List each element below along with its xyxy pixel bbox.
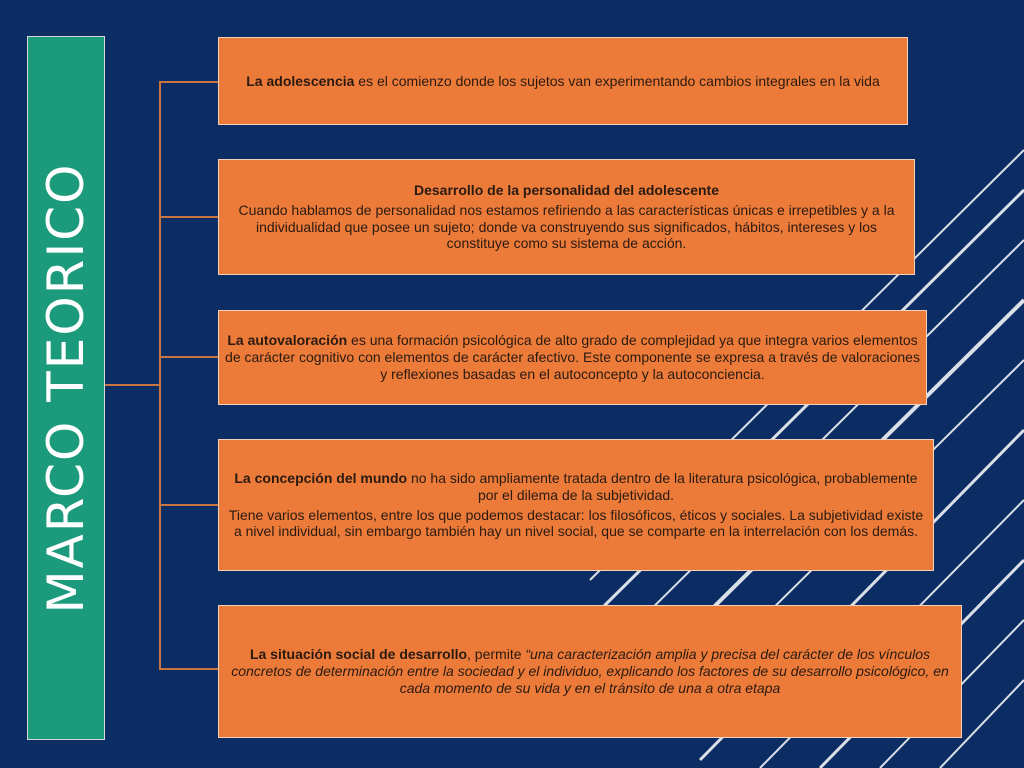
box-heading — [414, 182, 719, 199]
box-keyword: La concepción del mundo — [234, 469, 408, 486]
connector-branch-1 — [159, 81, 219, 83]
concept-box-autovaloracion — [218, 310, 927, 405]
box-keyword: Desarrollo de la personalidad del adolescente — [414, 181, 719, 198]
connector-branch-5 — [159, 668, 219, 670]
box-text — [225, 332, 920, 382]
box-quote: “una caracterización amplia y precisa del carácter de los vínculos concretos de determinación entre la sociedad y el individuo, explicando los factores de su desarrollo psicológico, en cada momento de su vida y en el tránsito de una a otra etapa — [231, 646, 949, 696]
box-text — [225, 646, 955, 696]
box-text-rest: es el comienzo donde los sujetos van experimentando cambios integrales en la vida — [354, 72, 880, 89]
box-keyword: La situación social de desarrollo — [249, 646, 468, 663]
concept-box-personalidad — [218, 159, 915, 275]
concept-box-situacion-social — [218, 605, 962, 738]
box-text-rest: no ha sido ampliamente tratada dentro de la literatura psicológica, probablemente por el dilema de la subjetividad. — [407, 469, 918, 503]
box-text-rest: , permite — [467, 646, 526, 663]
sidebar-title-panel — [27, 36, 105, 740]
box-body: Tiene varios elementos, entre los que podemos destacar: los filosóficos, éticos y sociales. La subjetividad existe a nivel individual, sin embargo también hay un nivel social, que se comparte en la interrelación con los demás. — [228, 506, 924, 540]
box-body: Cuando hablamos de personalidad nos estamos refiriendo a las características únicas e irrepetibles y a la individualidad que posee un sujeto; donde va construyendo sus significados, hábitos, intereses y los constituye como su sistema de acción. — [238, 201, 895, 252]
box-text — [225, 470, 927, 504]
connector-trunk — [159, 81, 161, 670]
box-text — [246, 73, 879, 90]
connector-branch-3 — [159, 356, 219, 358]
connector-branch-2 — [159, 216, 219, 218]
box-keyword: La adolescencia — [246, 72, 355, 89]
box-text-rest: es una formación psicológica de alto grado de complejidad ya que integra varios elementos de carácter cognitivo con elementos de carácter afectivo. Este componente se expresa a través de valoraciones y reflexiones basadas en el autoconcepto y la autoconciencia. — [225, 332, 920, 382]
concept-box-concepcion-mundo — [218, 439, 934, 571]
sidebar-title: MARCO TEORICO — [37, 162, 95, 614]
concept-box-adolescencia — [218, 37, 908, 125]
connector-trunk-link — [105, 384, 161, 386]
box-keyword: La autovaloración — [227, 332, 348, 349]
connector-branch-4 — [159, 504, 219, 506]
